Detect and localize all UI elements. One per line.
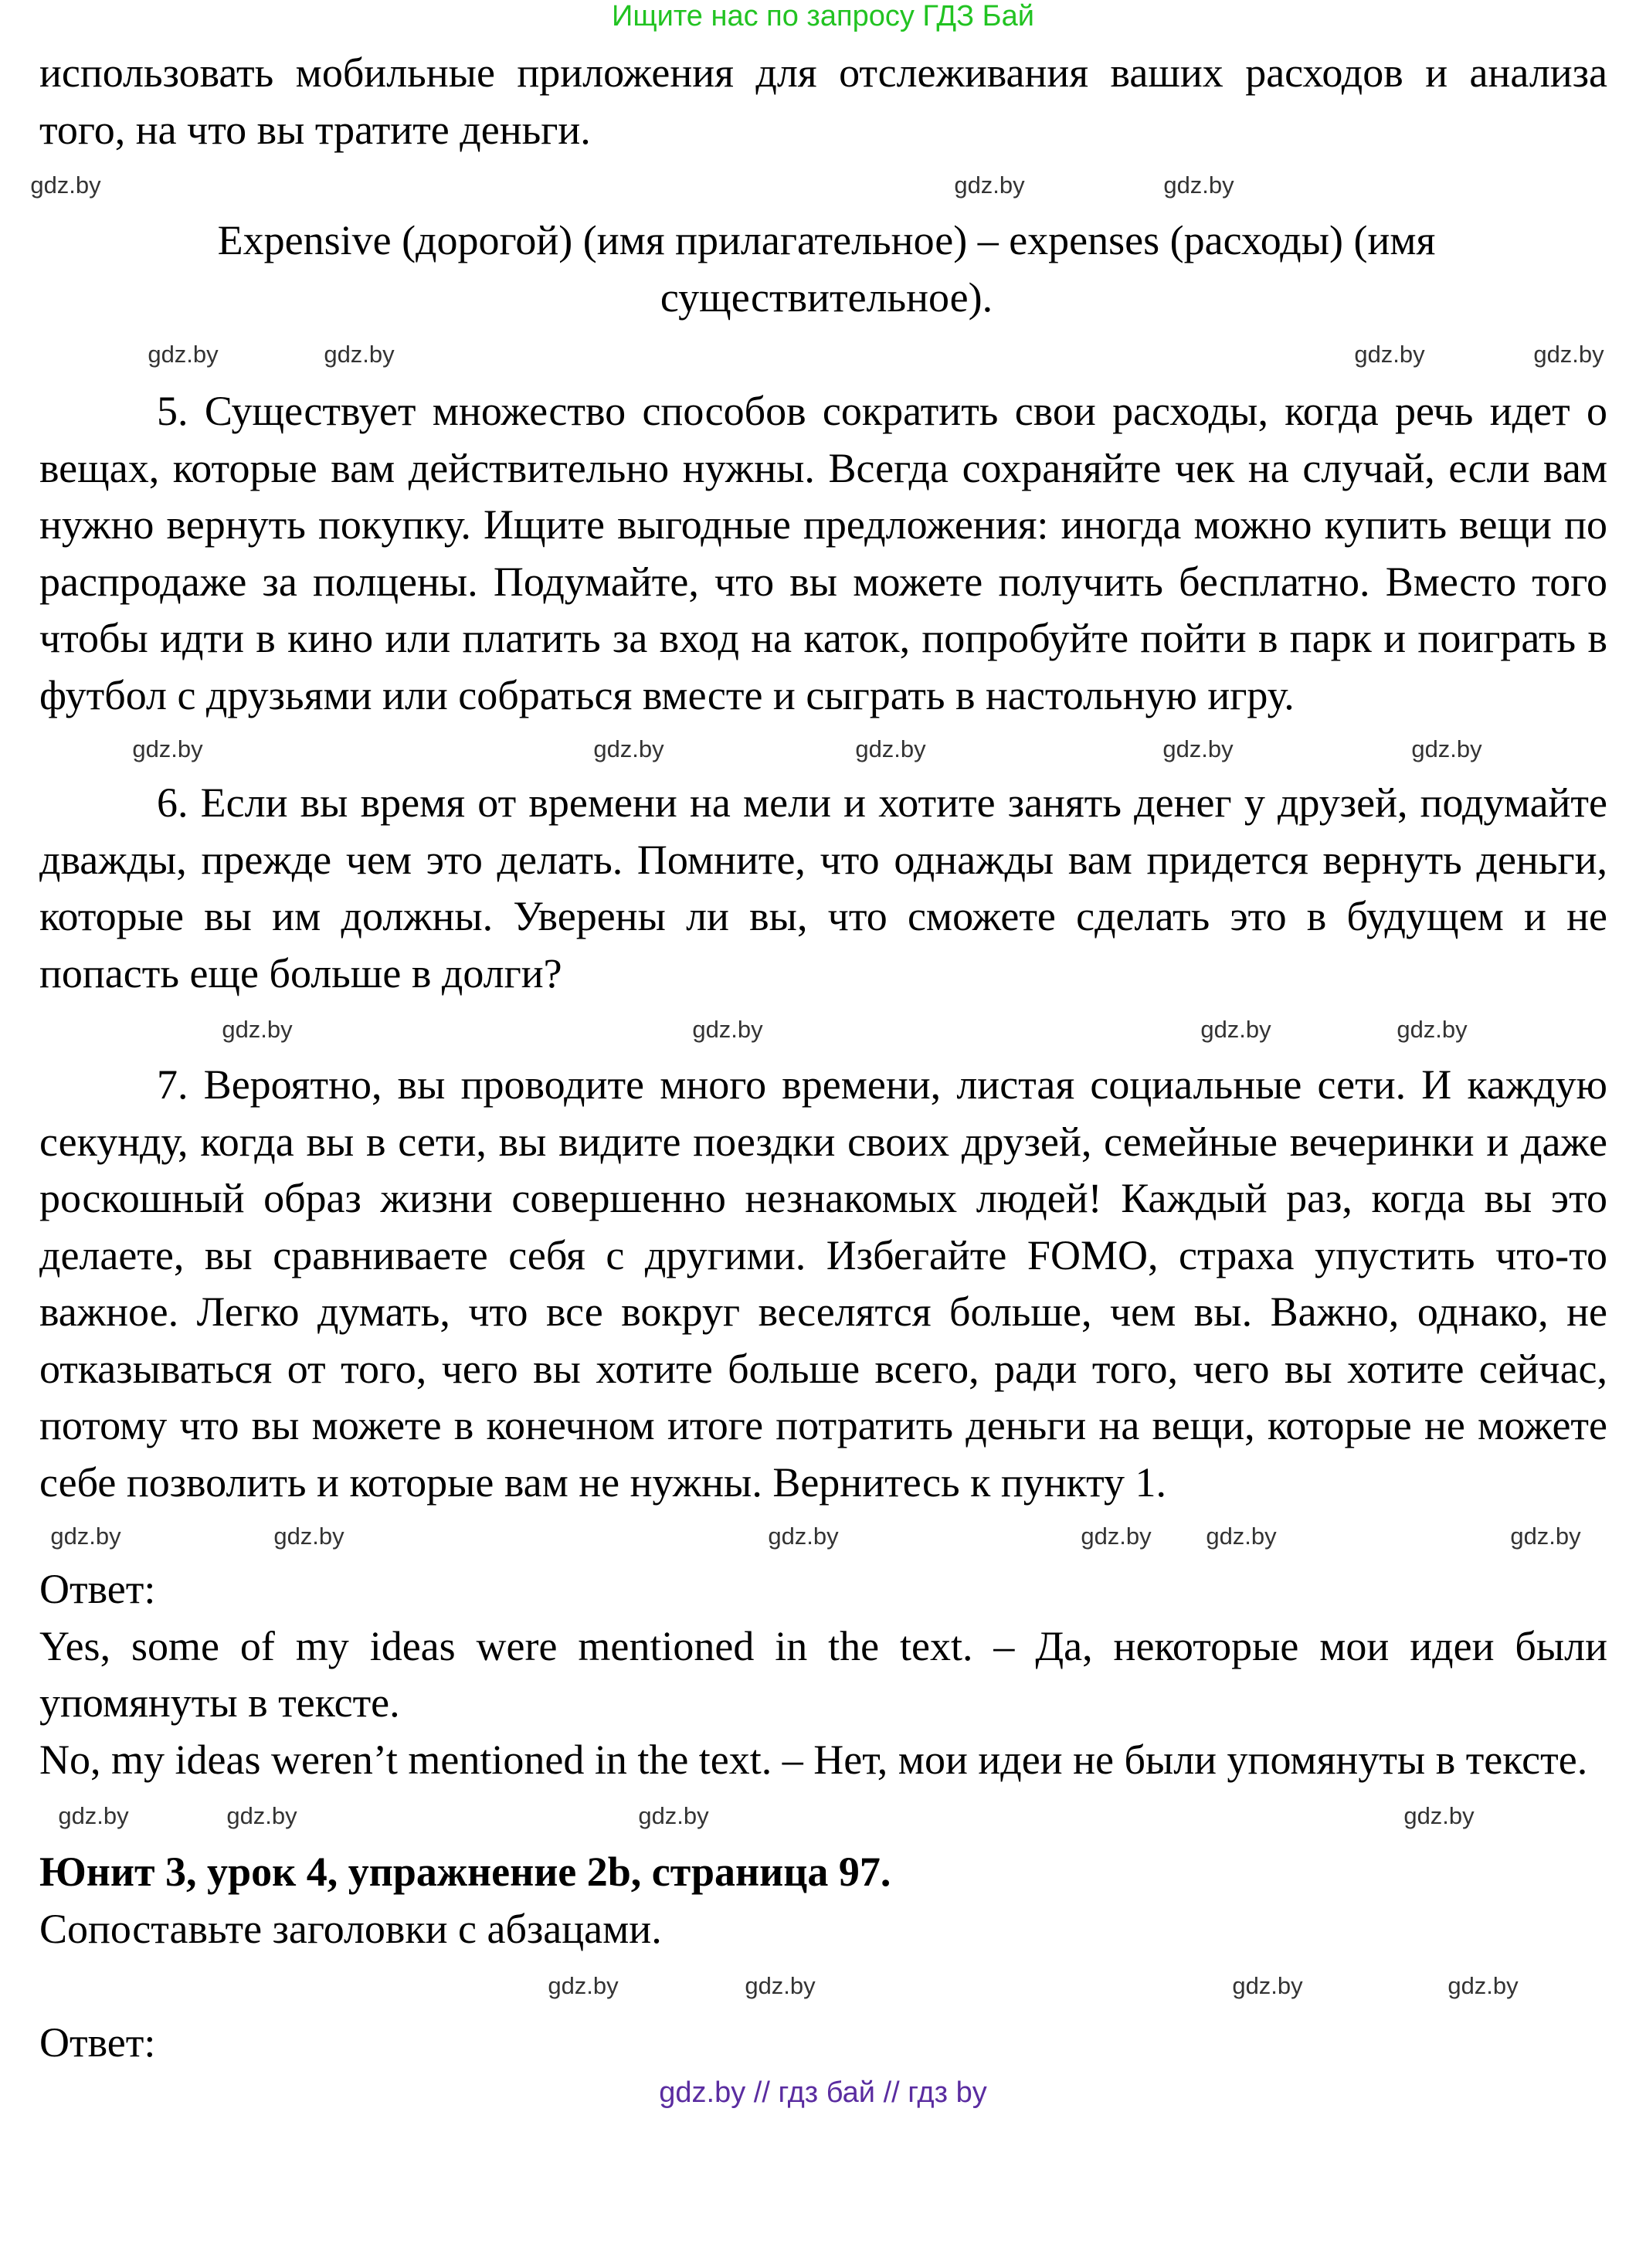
answer-no: No, my ideas weren’t mentioned in the text. – Нет, мои идеи не были упомянуты в тексте. bbox=[39, 1736, 1588, 1783]
watermark: gdz.by bbox=[548, 1972, 619, 1999]
exercise-task: Сопоставьте заголовки с абзацами. bbox=[39, 1905, 662, 1952]
watermark: gdz.by bbox=[1447, 1972, 1519, 1999]
watermark: gdz.by bbox=[273, 1522, 344, 1550]
watermark: gdz.by bbox=[132, 735, 203, 762]
watermark: gdz.by bbox=[1200, 1015, 1271, 1043]
answer-label: Ответ: bbox=[39, 1566, 156, 1612]
watermark: gdz.by bbox=[50, 1522, 121, 1550]
watermark: gdz.by bbox=[1081, 1522, 1152, 1550]
paragraph-5: 5. Существует множество способов сократить свои расходы, когда речь идет о вещах, которые вам действительно нужны. Всегда сохраняйте чек на случай, если вам нужно вернуть покупку. Ищите выгодные предложения: иногда можно купить вещи по распродаже за полцены. Подумайте, что вы можете получить бесплатно. Вместо того чтобы идти в кино или платить за вход на каток, попробуйте пойти в парк и поиграть в футбол с друзьями или собраться вместе и сыграть в настольную игру. bbox=[39, 388, 1607, 718]
watermark: gdz.by bbox=[222, 1015, 293, 1043]
watermark-band bbox=[39, 1511, 1607, 1561]
watermark: gdz.by bbox=[1411, 735, 1482, 762]
paragraph-6: 6. Если вы время от времени на мели и хотите занять денег у друзей, подумайте дважды, прежде чем это делать. Помните, что однажды вам придется вернуть деньги, которые вы им должны. Уверены ли вы, что сможете сделать это в будущем и не попасть еще больше в долги? bbox=[39, 779, 1607, 996]
watermark: gdz.by bbox=[855, 735, 926, 762]
watermark: gdz.by bbox=[324, 341, 395, 368]
watermark: gdz.by bbox=[226, 1802, 297, 1829]
watermark: gdz.by bbox=[58, 1802, 129, 1829]
watermark: gdz.by bbox=[954, 171, 1025, 199]
watermark: gdz.by bbox=[638, 1802, 709, 1829]
watermark: gdz.by bbox=[1162, 735, 1234, 762]
watermark: gdz.by bbox=[1510, 1522, 1581, 1550]
watermark-band bbox=[39, 1957, 1607, 2015]
watermark: gdz.by bbox=[1533, 341, 1604, 368]
answer-label-2: Ответ: bbox=[39, 2019, 156, 2066]
watermark-band bbox=[30, 158, 1607, 212]
watermark: gdz.by bbox=[1232, 1972, 1303, 1999]
document-body bbox=[30, 45, 1607, 2072]
watermark: gdz.by bbox=[745, 1972, 816, 1999]
watermark: gdz.by bbox=[692, 1015, 763, 1043]
watermark: gdz.by bbox=[768, 1522, 839, 1550]
watermark-band bbox=[39, 1002, 1607, 1057]
watermark-band bbox=[39, 724, 1607, 775]
watermark-band bbox=[39, 1788, 1607, 1844]
watermark: gdz.by bbox=[1354, 341, 1425, 368]
footer-links[interactable]: gdz.by // гдз бай // гдз by bbox=[659, 2076, 987, 2109]
watermark: gdz.by bbox=[1206, 1522, 1277, 1550]
search-banner[interactable]: Ищите нас по запросу ГДЗ Бай bbox=[612, 0, 1034, 32]
watermark: gdz.by bbox=[148, 341, 219, 368]
watermark: gdz.by bbox=[593, 735, 664, 762]
watermark: gdz.by bbox=[1397, 1015, 1468, 1043]
exercise-heading: Юнит 3, урок 4, упражнение 2b, страница 97. bbox=[39, 1849, 891, 1895]
paragraph-continuation: использовать мобильные приложения для отслеживания ваших расходов и анализа того, на что вы тратите деньги. bbox=[39, 49, 1607, 153]
watermark: gdz.by bbox=[1163, 171, 1234, 199]
paragraph-7: 7. Вероятно, вы проводите много времени, листая социальные сети. И каждую секунду, когда вы в сети, вы видите поездки своих друзей, семейные вечеринки и даже роскошный образ жизни совершенно незнакомых людей! Каждый раз, когда вы это делаете, вы сравниваете себя с другими. Избегайте FOMO, страха упустить что-то важное. Легко думать, что все вокруг веселятся больше, чем вы. Важно, однако, не отказываться от того, чего вы хотите больше всего, ради того, чего вы хотите сейчас, потому что вы можете в конечном итоге потратить деньги на вещи, которые не можете себе позволить и которые вам не нужны. Вернитесь к пункту 1. bbox=[39, 1061, 1607, 1506]
watermark: gdz.by bbox=[1403, 1802, 1475, 1829]
watermark-band bbox=[39, 326, 1607, 383]
vocabulary-note: Expensive (дорогой) (имя прилагательное) – expenses (расходы) (имя существительное). bbox=[217, 217, 1436, 321]
answer-yes: Yes, some of my ideas were mentioned in the text. – Да, некоторые мои идеи были упомянуты в тексте. bbox=[39, 1622, 1607, 1726]
watermark: gdz.by bbox=[30, 171, 101, 199]
